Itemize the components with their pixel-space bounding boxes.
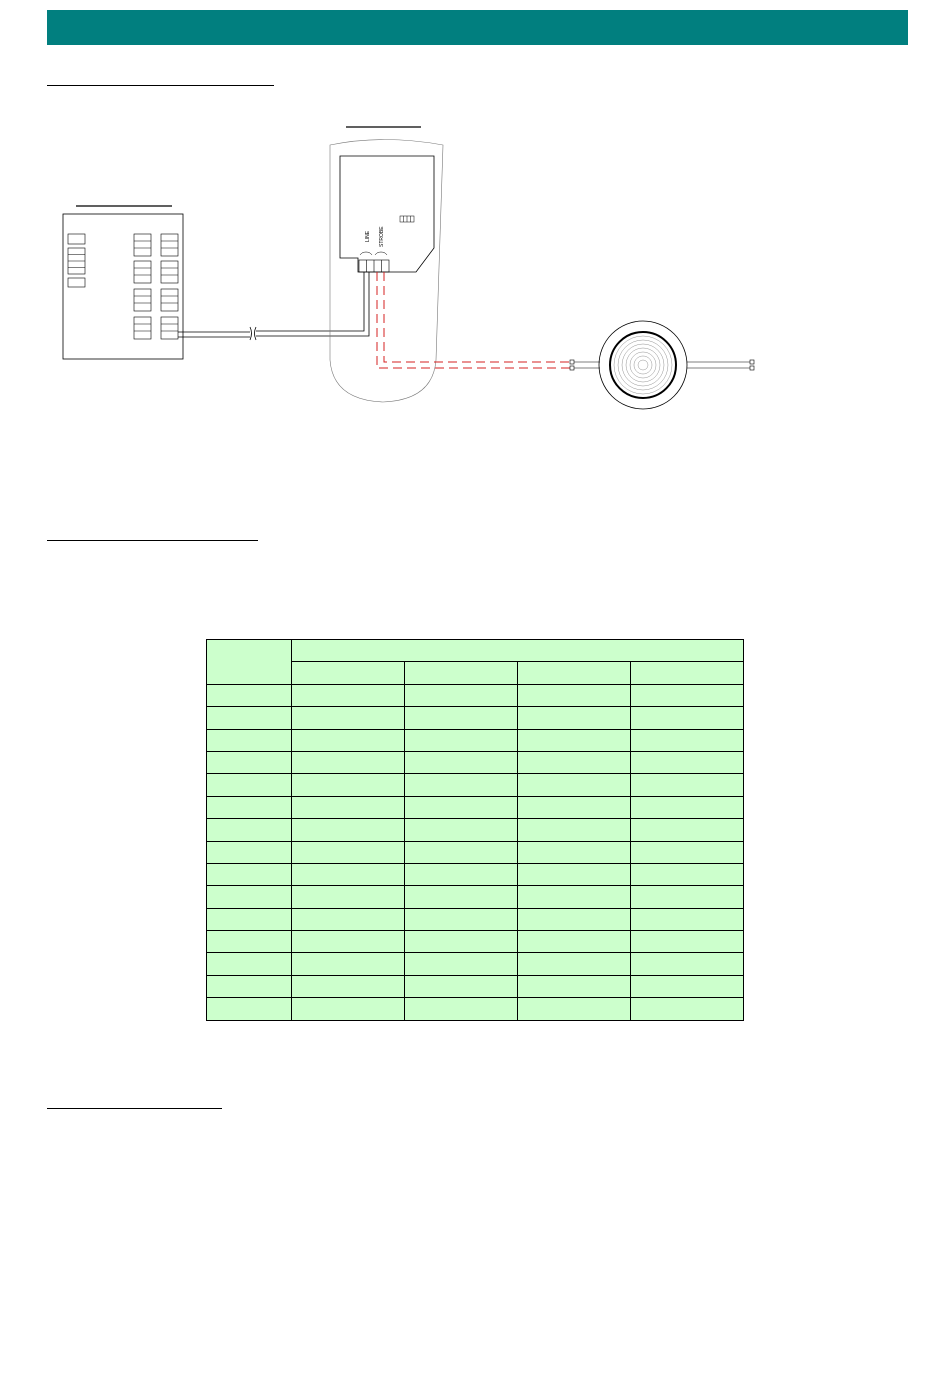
control-panel-left-terminals (68, 234, 85, 287)
table-row-header-cell (207, 640, 292, 685)
table-cell (405, 796, 518, 818)
table-cell (292, 998, 405, 1020)
table-cell (631, 953, 744, 975)
control-panel-outline (63, 214, 183, 359)
table-row (207, 953, 744, 975)
control-panel (63, 206, 183, 359)
line-terminal-label: LINE (365, 230, 371, 242)
table-row (207, 863, 744, 885)
table-cell (631, 908, 744, 930)
table-cell (631, 998, 744, 1020)
table-cell (207, 863, 292, 885)
table-cell (631, 751, 744, 773)
table-cell (292, 751, 405, 773)
table-cell (631, 975, 744, 997)
section-heading-bottom-rule (47, 1108, 222, 1109)
table-cell (518, 819, 631, 841)
table-cell (292, 886, 405, 908)
line-wires (178, 272, 369, 340)
table-cell (292, 863, 405, 885)
strobe-lens-rim (610, 332, 676, 398)
table-cell (292, 841, 405, 863)
table-cell (405, 774, 518, 796)
table-cell (518, 863, 631, 885)
table-row (207, 729, 744, 751)
table-cell (631, 886, 744, 908)
spec-table (206, 639, 744, 1021)
table-cell (292, 774, 405, 796)
table-row (207, 796, 744, 818)
table-cell (292, 684, 405, 706)
table-cell (518, 841, 631, 863)
table-cell (405, 751, 518, 773)
table-cell (292, 729, 405, 751)
table-cell (631, 707, 744, 729)
table-cell (207, 684, 292, 706)
table-cell (518, 953, 631, 975)
table-cell (292, 931, 405, 953)
table-header-row-1 (207, 640, 744, 662)
strobe-device (570, 321, 754, 409)
table-cell (405, 975, 518, 997)
table-cell (405, 684, 518, 706)
table-cell (631, 729, 744, 751)
table-cell (518, 886, 631, 908)
table-cell (207, 975, 292, 997)
table-cell (405, 908, 518, 930)
control-module-terminal-block (359, 260, 389, 272)
strobe-lens-rings (614, 336, 672, 394)
table-cell (207, 819, 292, 841)
table-row (207, 908, 744, 930)
table-cell (518, 975, 631, 997)
table-cell (405, 998, 518, 1020)
table-cell (292, 908, 405, 930)
table-cell (207, 886, 292, 908)
strobe-terminal-label: STROBE (379, 226, 385, 247)
table-cell (207, 729, 292, 751)
table-cell (405, 863, 518, 885)
table-cell (518, 707, 631, 729)
table-cell (405, 886, 518, 908)
table-cell (405, 819, 518, 841)
table-cell (518, 774, 631, 796)
strobe-wires (377, 272, 570, 368)
table-row (207, 774, 744, 796)
strobe-outer-ring (599, 321, 687, 409)
table-cell (207, 774, 292, 796)
table-cell (207, 931, 292, 953)
table-row (207, 975, 744, 997)
table-cell (292, 975, 405, 997)
table-cell (405, 841, 518, 863)
table-cell (405, 931, 518, 953)
table-cell (405, 707, 518, 729)
table-cell (207, 841, 292, 863)
table-cell (292, 953, 405, 975)
table-row (207, 819, 744, 841)
control-module (330, 127, 443, 402)
table-cell (518, 796, 631, 818)
table-cell (631, 841, 744, 863)
table-cell (405, 729, 518, 751)
table-column-header (631, 662, 744, 684)
table-cell (518, 908, 631, 930)
table-cell (518, 998, 631, 1020)
table-row (207, 931, 744, 953)
table-cell (292, 819, 405, 841)
table-cell (292, 707, 405, 729)
table-column-header (518, 662, 631, 684)
control-module-housing (330, 140, 443, 403)
table-row (207, 684, 744, 706)
table-cell (631, 684, 744, 706)
table-column-header (405, 662, 518, 684)
table-cell (207, 953, 292, 975)
table-group-header-cell (292, 640, 744, 662)
table-row (207, 751, 744, 773)
table-cell (405, 953, 518, 975)
table-cell (207, 751, 292, 773)
control-module-jumper (400, 216, 414, 222)
wiring-diagram (0, 0, 950, 520)
table-cell (518, 931, 631, 953)
section-heading-table-rule (47, 540, 258, 541)
table-cell (631, 819, 744, 841)
table-cell (631, 863, 744, 885)
table-cell (207, 796, 292, 818)
table-cell (518, 751, 631, 773)
table-cell (518, 729, 631, 751)
table-cell (631, 774, 744, 796)
table-cell (631, 796, 744, 818)
table-cell (631, 931, 744, 953)
table-cell (518, 684, 631, 706)
table-cell (207, 998, 292, 1020)
table-cell (207, 908, 292, 930)
table-row (207, 998, 744, 1020)
table-column-header (292, 662, 405, 684)
control-panel-right-terminals (134, 234, 178, 339)
table-row (207, 707, 744, 729)
table-row (207, 841, 744, 863)
table-row (207, 886, 744, 908)
table-cell (207, 707, 292, 729)
table-cell (292, 796, 405, 818)
